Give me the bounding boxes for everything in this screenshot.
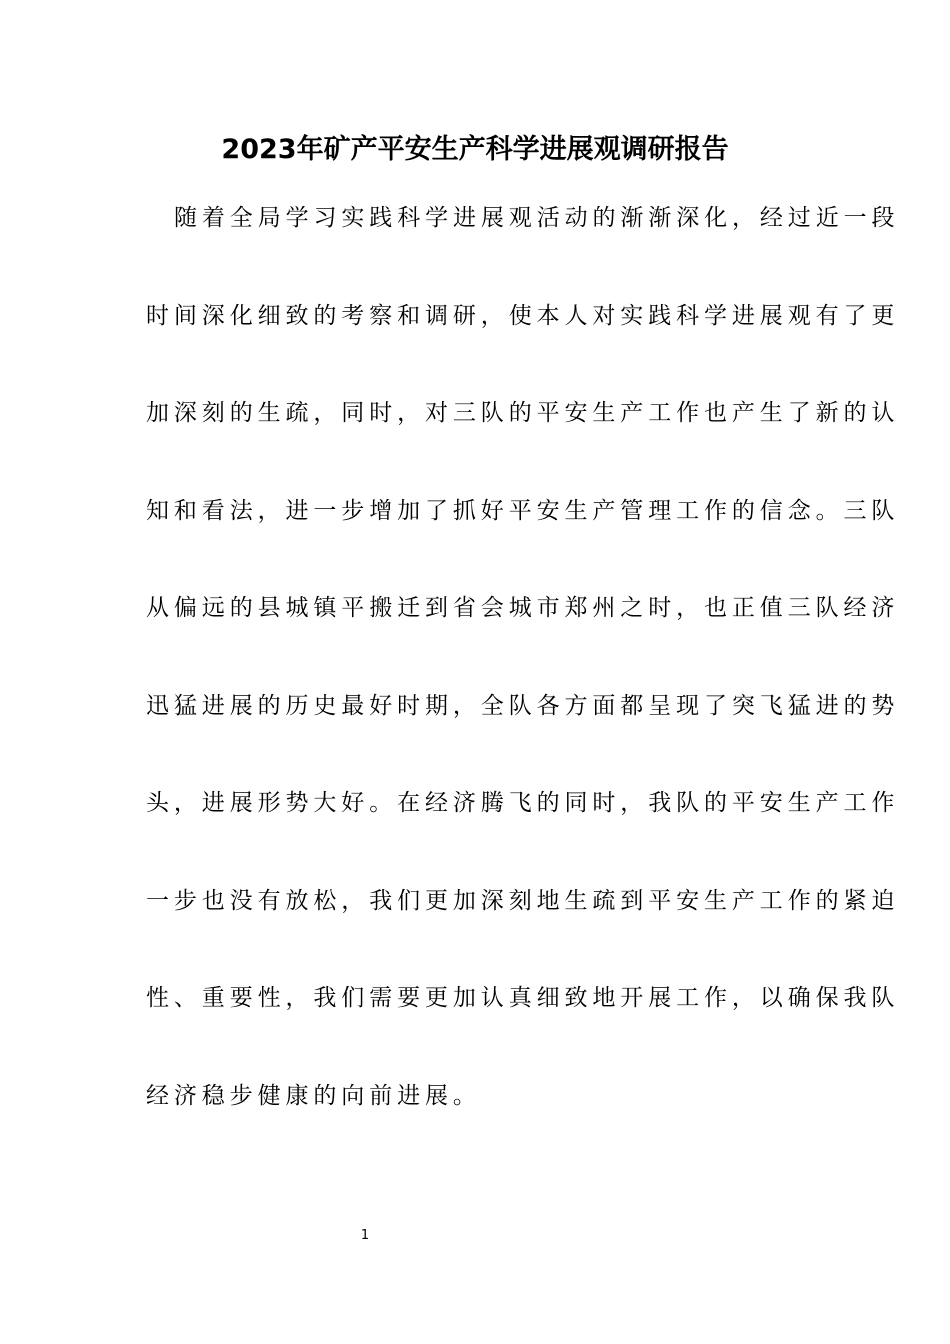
paragraph-line: 从偏远的县城镇平搬迁到省会城市郑州之时，也正值三队经济 <box>146 595 900 621</box>
paragraph-line: 知和看法，进一步增加了抓好平安生产管理工作的信念。三队 <box>146 497 900 524</box>
paragraph-line: 随着全局学习实践科学进展观活动的渐渐深化，经过近一段 <box>174 205 900 231</box>
body-paragraph <box>146 170 900 1145</box>
paragraph-line: 加深刻的生疏，同时，对三队的平安生产工作也产生了新的认 <box>146 400 900 426</box>
document-title: 2023年矿产平安生产科学进展观调研报告 <box>221 134 729 165</box>
page-number: 1 <box>360 1228 370 1243</box>
paragraph-line: 一步也没有放松，我们更加深刻地生疏到平安生产工作的紧迫 <box>146 887 900 914</box>
paragraph-line: 性、重要性，我们需要更加认真细致地开展工作，以确保我队 <box>146 985 900 1011</box>
paragraph-line: 经济稳步健康的向前进展。 <box>146 1082 481 1109</box>
paragraph-line: 迅猛进展的历史最好时期，全队各方面都呈现了突飞猛进的势 <box>146 692 900 719</box>
paragraph-line: 时间深化细致的考察和调研，使本人对实践科学进展观有了更 <box>146 302 900 329</box>
paragraph-line: 头，进展形势大好。在经济腾飞的同时，我队的平安生产工作 <box>146 790 900 816</box>
